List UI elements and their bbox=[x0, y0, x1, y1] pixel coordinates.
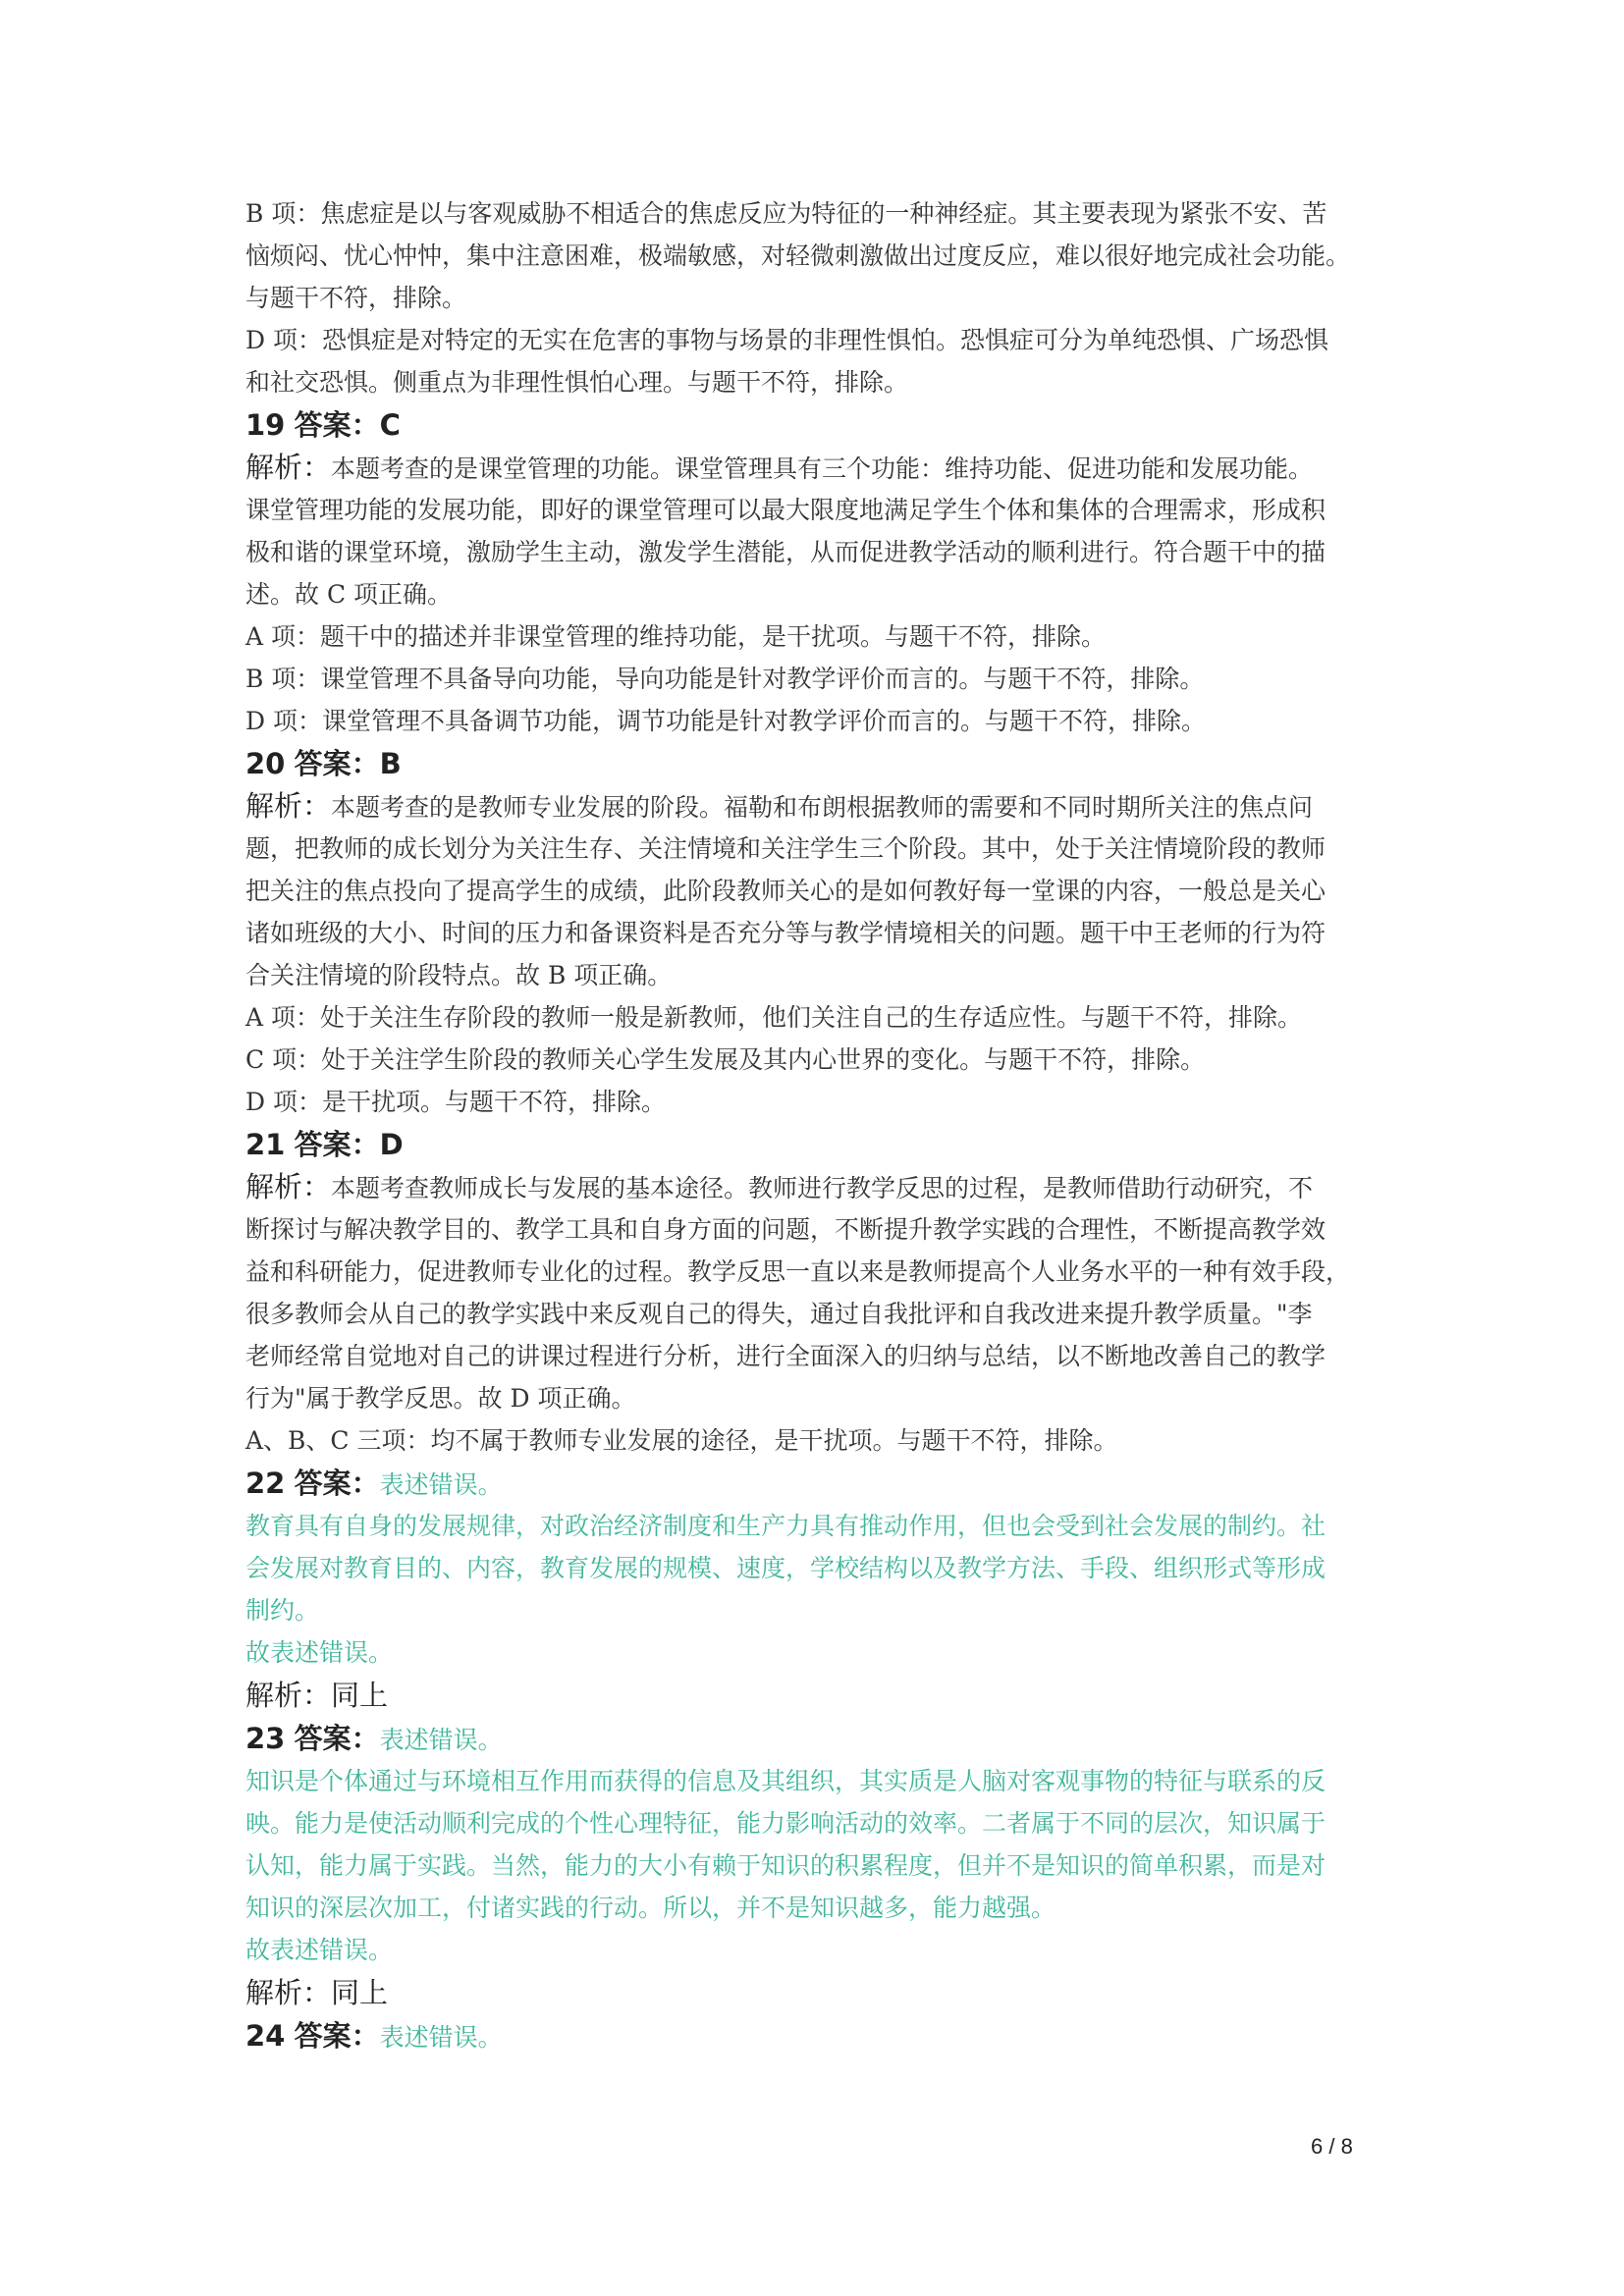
option-line: A 项：题干中的描述并非课堂管理的维持功能，是干扰项。与题干不符，排除。 bbox=[245, 622, 1107, 651]
question-19 bbox=[245, 403, 1384, 742]
answer-heading bbox=[245, 742, 1384, 785]
answer-label: 答案： bbox=[294, 1467, 380, 1500]
question-22 bbox=[245, 1462, 1384, 1717]
answer-label: 答案： bbox=[294, 2019, 380, 2053]
analysis-line bbox=[245, 1674, 1384, 1717]
analysis-line bbox=[245, 785, 1384, 828]
analysis-label: 解析： bbox=[245, 1976, 332, 2009]
question-number: 20 bbox=[245, 747, 286, 780]
answer-heading bbox=[245, 1462, 1384, 1505]
analysis-text: 同上 bbox=[331, 1976, 389, 2009]
text-line: 极和谐的课堂环境，激励学生主动，激发学生潜能，从而促进教学活动的顺利进行。符合题干中的描 bbox=[245, 538, 1326, 566]
analysis-label: 解析： bbox=[245, 451, 332, 484]
text-line: 断探讨与解决教学目的、教学工具和自身方面的问题，不断提升教学实践的合理性，不断提高教学效 bbox=[245, 1215, 1326, 1244]
text-line: 益和科研能力，促进教师专业化的过程。教学反思一直以来是教师提高个人业务水平的一种有效手段， bbox=[245, 1257, 1351, 1286]
text-line: 和社交恐惧。侧重点为非理性惧怕心理。与题干不符，排除。 bbox=[245, 368, 909, 397]
text-line: 教育具有自身的发展规律，对政治经济制度和生产力具有推动作用，但也会受到社会发展的制约。社 bbox=[245, 1512, 1326, 1540]
question-number: 23 bbox=[245, 1722, 286, 1755]
text-line: 知识的深层次加工，付诸实践的行动。所以，并不是知识越多，能力越强。 bbox=[245, 1894, 1056, 1922]
analysis-line bbox=[245, 447, 1384, 489]
answer-value: C bbox=[379, 408, 401, 442]
question-20 bbox=[245, 742, 1384, 1123]
answer-value: D bbox=[379, 1128, 404, 1161]
text-line: 恼烦闷、忧心忡忡，集中注意困难，极端敏感，对轻微刺激做出过度反应，难以很好地完成社会功能。 bbox=[245, 241, 1351, 270]
text-line: 故表述错误。 bbox=[245, 1936, 394, 1964]
text-line: 合关注情境的阶段特点。故 B 项正确。 bbox=[245, 961, 673, 989]
text-line: 认知，能力属于实践。当然，能力的大小有赖于知识的积累程度，但并不是知识的简单积累，而是对 bbox=[245, 1851, 1326, 1880]
analysis-label: 解析： bbox=[245, 789, 332, 823]
answer-value: 表述错误。 bbox=[379, 2023, 503, 2052]
question-21 bbox=[245, 1123, 1384, 1462]
answer-value: 表述错误。 bbox=[379, 1470, 503, 1499]
paragraph-b-option bbox=[245, 192, 1384, 319]
question-number: 22 bbox=[245, 1467, 286, 1500]
analysis-text: 同上 bbox=[331, 1679, 389, 1712]
text-line: 故表述错误。 bbox=[245, 1638, 394, 1667]
analysis-label: 解析： bbox=[245, 1170, 332, 1203]
option-line: A、B、C 三项：均不属于教师专业发展的途径，是干扰项。与题干不符，排除。 bbox=[245, 1426, 1118, 1455]
answer-label: 答案： bbox=[294, 747, 380, 780]
question-number: 24 bbox=[245, 2019, 286, 2053]
option-line: D 项：课堂管理不具备调节功能，调节功能是针对教学评价而言的。与题干不符，排除。 bbox=[245, 707, 1206, 735]
answer-heading bbox=[245, 1123, 1384, 1166]
option-line: B 项：课堂管理不具备导向功能，导向功能是针对教学评价而言的。与题干不符，排除。 bbox=[245, 665, 1205, 693]
text-line: 行为"属于教学反思。故 D 项正确。 bbox=[245, 1384, 636, 1413]
text-line: D 项：恐惧症是对特定的无实在危害的事物与场景的非理性惧怕。恐惧症可分为单纯恐惧、广场恐惧 bbox=[245, 326, 1328, 354]
text-line: 述。故 C 项正确。 bbox=[245, 580, 453, 609]
answer-label: 答案： bbox=[294, 1722, 380, 1755]
text-line: 映。能力是使活动顺利完成的个性心理特征，能力影响活动的效率。二者属于不同的层次，知识属于 bbox=[245, 1809, 1326, 1838]
answer-value: B bbox=[379, 747, 402, 780]
option-line: A 项：处于关注生存阶段的教师一般是新教师，他们关注自己的生存适应性。与题干不符，排除。 bbox=[245, 1003, 1303, 1032]
text-line: 知识是个体通过与环境相互作用而获得的信息及其组织，其实质是人脑对客观事物的特征与联系的反 bbox=[245, 1767, 1326, 1795]
text-line: 会发展对教育目的、内容，教育发展的规模、速度，学校结构以及教学方法、手段、组织形式等形成 bbox=[245, 1554, 1326, 1582]
text-line: 题，把教师的成长划分为关注生存、关注情境和关注学生三个阶段。其中，处于关注情境阶段的教师 bbox=[245, 834, 1326, 863]
answer-label: 答案： bbox=[294, 1128, 380, 1161]
text-line: 制约。 bbox=[245, 1596, 320, 1625]
question-number: 21 bbox=[245, 1128, 286, 1161]
text-span: 本题考查的是教师专业发展的阶段。福勒和布朗根据教师的需要和不同时期所关注的焦点问 bbox=[331, 793, 1314, 822]
answer-value: 表述错误。 bbox=[379, 1726, 503, 1754]
analysis-label: 解析： bbox=[245, 1679, 332, 1712]
text-span: 本题考查教师成长与发展的基本途径。教师进行教学反思的过程，是教师借助行动研究，不 bbox=[331, 1174, 1314, 1202]
option-line: D 项：是干扰项。与题干不符，排除。 bbox=[245, 1088, 666, 1116]
text-line: B 项：焦虑症是以与客观威胁不相适合的焦虑反应为特征的一种神经症。其主要表现为紧张不安、苦 bbox=[245, 199, 1327, 228]
answer-label: 答案： bbox=[294, 408, 380, 442]
text-line: 很多教师会从自己的教学实践中来反观自己的得失，通过自我批评和自我改进来提升教学质量。"李 bbox=[245, 1300, 1313, 1328]
text-line: 诸如班级的大小、时间的压力和备课资料是否充分等与教学情境相关的问题。题干中王老师的行为符 bbox=[245, 919, 1326, 947]
question-number: 19 bbox=[245, 408, 286, 442]
answer-heading bbox=[245, 1717, 1384, 1760]
paragraph-d-option bbox=[245, 319, 1384, 403]
page-number: 6 / 8 bbox=[1311, 2134, 1353, 2159]
text-line: 把关注的焦点投向了提高学生的成绩，此阶段教师关心的是如何教好每一堂课的内容，一般总是关心 bbox=[245, 877, 1326, 905]
text-line: 老师经常自觉地对自己的讲课过程进行分析，进行全面深入的归纳与总结，以不断地改善自己的教学 bbox=[245, 1342, 1326, 1370]
analysis-line bbox=[245, 1971, 1384, 2014]
analysis-line bbox=[245, 1166, 1384, 1208]
text-line: 课堂管理功能的发展功能，即好的课堂管理可以最大限度地满足学生个体和集体的合理需求，形成积 bbox=[245, 496, 1326, 524]
question-23 bbox=[245, 1717, 1384, 2014]
text-span: 本题考查的是课堂管理的功能。课堂管理具有三个功能：维持功能、促进功能和发展功能。 bbox=[331, 454, 1314, 483]
text-line: 与题干不符，排除。 bbox=[245, 284, 467, 312]
option-line: C 项：处于关注学生阶段的教师关心学生发展及其内心世界的变化。与题干不符，排除。 bbox=[245, 1045, 1206, 1074]
answer-heading bbox=[245, 403, 1384, 447]
question-24 bbox=[245, 2014, 1384, 2057]
answer-heading bbox=[245, 2014, 1384, 2057]
document-page bbox=[245, 192, 1384, 2057]
